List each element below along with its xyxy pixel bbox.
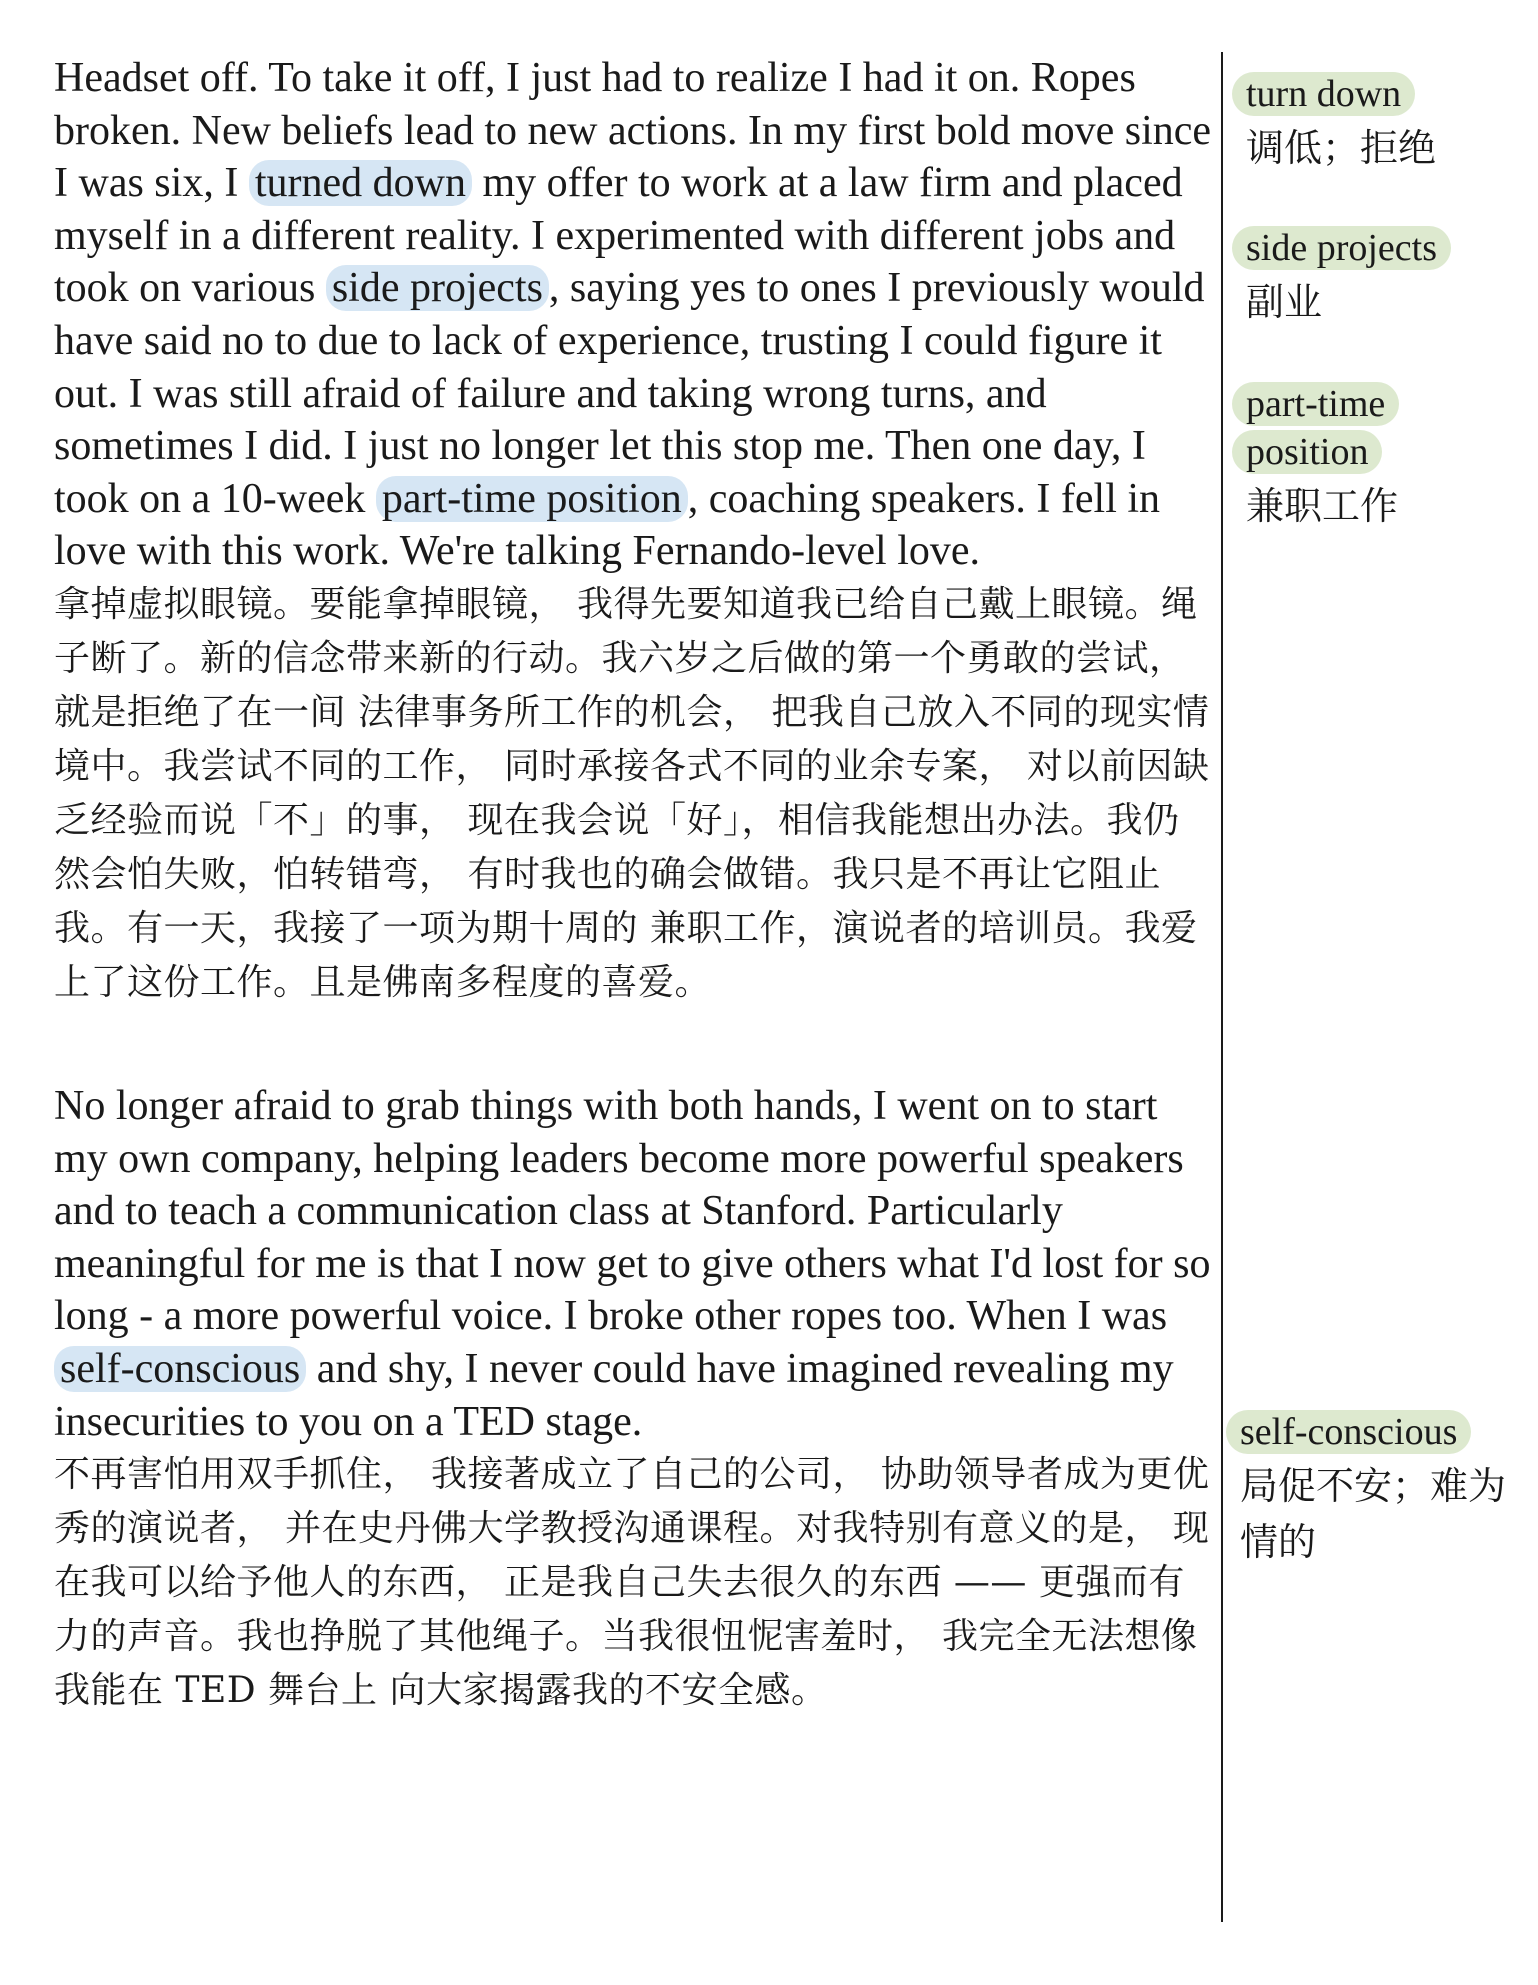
text-segment: Headset off. To take it off, I just had to realize I had it on. Ropes broken. New beliefs lead to new actions. In my first bold move since I was six, I	[54, 55, 1212, 207]
highlighted-term-self-conscious: self-conscious	[54, 1346, 306, 1392]
passage-1-english	[54, 52, 1214, 578]
glossary-meaning: 兼职工作	[1246, 484, 1399, 528]
glossary-term: position	[1232, 430, 1382, 474]
glossary-term: part-time	[1232, 382, 1399, 426]
glossary-entry-part-time-position	[1232, 382, 1532, 534]
glossary-meaning: 调低；拒绝	[1246, 126, 1437, 170]
glossary-meaning: 局促不安；难为情的	[1240, 1464, 1507, 1564]
glossary-term: side projects	[1232, 226, 1451, 270]
highlighted-term-part-time-position: part-time position	[376, 476, 688, 522]
passage-2-english	[54, 1080, 1214, 1448]
text-segment: , coaching speakers. I fell in love with this work. We're talking Fernando-level love.	[54, 475, 1161, 575]
highlighted-term-turned-down: turned down	[249, 160, 472, 206]
vertical-divider	[1221, 52, 1223, 1922]
main-text-column	[54, 52, 1214, 1718]
glossary-term: turn down	[1232, 72, 1415, 116]
glossary-entry-self-conscious	[1226, 1410, 1532, 1570]
passage-1	[54, 52, 1214, 1010]
paragraph-gap	[54, 1010, 1214, 1080]
highlighted-term-side-projects: side projects	[326, 265, 549, 311]
glossary-entry-side-projects	[1232, 226, 1532, 330]
glossary-term: self-conscious	[1226, 1410, 1471, 1454]
passage-1-chinese: 拿掉虚拟眼镜。要能拿掉眼镜， 我得先要知道我已给自己戴上眼镜。绳子断了。新的信念带来新的行动。我六岁之后做的第一个勇敢的尝试， 就是拒绝了在一间 法律事务所工作的机会， 把我自己放入不同的现实情境中。我尝试不同的工作， 同时承接各式不同的业余专案， 对以前因缺乏经验而说「不」的事， 现在我会说「好」，相信我能想出办法。我仍然会怕失败，怕转错弯， 有时我也的确会做错。我只是不再让它阻止我。有一天，我接了一项为期十周的 兼职工作，演说者的培训员。我爱上了这份工作。且是佛南多程度的喜爱。	[54, 583, 1210, 1003]
text-segment: , saying yes to ones I previously would have said no to due to lack of experience, trusting I could figure it out. I was still afraid of failure and taking wrong turns, and sometimes I did. I just no longer let this stop me. Then one day, I took on a 10-week	[54, 265, 1205, 522]
passage-2	[54, 1080, 1214, 1718]
glossary-entry-turn-down	[1232, 72, 1532, 176]
passage-2-chinese: 不再害怕用双手抓住， 我接著成立了自己的公司， 协助领导者成为更优秀的演说者， 并在史丹佛大学教授沟通课程。对我特别有意义的是， 现在我可以给予他人的东西， 正是我自己失去很久的东西 —— 更强而有力的声音。我也挣脱了其他绳子。当我很忸怩害羞时， 我完全无法想像我能在 TED 舞台上 向大家揭露我的不安全感。	[54, 1454, 1210, 1712]
text-segment: and shy, I never could have imagined revealing my insecurities to you on a TED stage.	[54, 1345, 1174, 1445]
text-segment: No longer afraid to grab things with both hands, I went on to start my own company, helping leaders become more powerful speakers and to teach a communication class at Stanford. Particularly meaningful for me is that I now get to give others what I'd lost for so long - a more powerful voice. I broke other ropes too. When I was	[54, 1082, 1211, 1340]
glossary-meaning: 副业	[1246, 280, 1323, 324]
text-segment: my offer to work at a law firm and placed myself in a different reality. I experimented with different jobs and took on various	[54, 160, 1183, 312]
